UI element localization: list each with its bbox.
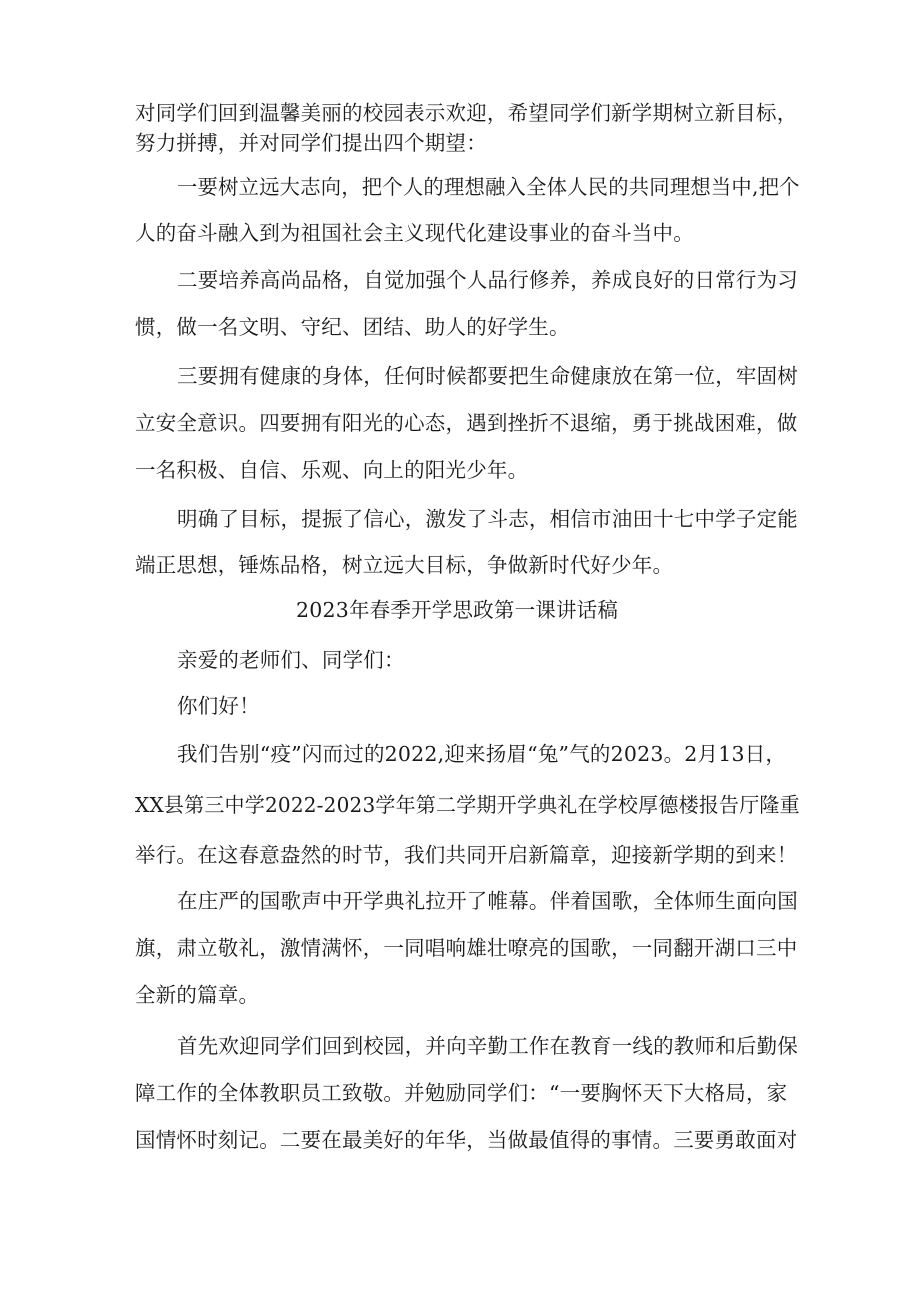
intro-line-2: 努力拼搏，并对同学们提出四个期望： (135, 131, 487, 155)
expectation-2-line-2: 惯，做一名文明、守纪、团结、助人的好学生。 (135, 315, 570, 339)
greeting: 你们好！ (177, 694, 260, 718)
expectation-2-line-1: 二要培养高尚品格，自觉加强个人品行修养，养成良好的日常行为习 (177, 268, 798, 292)
expectation-3-line-3: 一名积极、自信、乐观、向上的阳光少年。 (135, 458, 529, 482)
expectation-1-line-2: 人的奋斗融入到为祖国社会主义现代化建设事业的奋斗当中。 (135, 221, 694, 245)
paragraph-1-line-3: 举行。在这春意盎然的时节，我们共同开启新篇章，迎接新学期的到来！ (135, 843, 798, 867)
paragraph-3-line-1: 首先欢迎同学们回到校园，并向辛勤工作在教育一线的教师和后勤保 (177, 1034, 798, 1058)
paragraph-1-line-1: 我们告别“疫”闪而过的2022,迎来扬眉“兔”气的2023。2月13日， (177, 742, 787, 766)
paragraph-1-line-2: XX县第三中学2022-2023学年第二学期开学典礼在学校厚德楼报告厅隆重 (135, 793, 800, 817)
salutation: 亲爱的老师们、同学们： (177, 648, 405, 672)
expectation-3-line-2: 立安全意识。四要拥有阳光的心态，遇到挫折不退缩，勇于挑战困难，做 (135, 411, 798, 435)
paragraph-3-line-2: 障工作的全体教职员工致敬。并勉励同学们：“一要胸怀天下大格局，家 (135, 1081, 788, 1105)
paragraph-2-line-2: 旗，肃立敬礼，激情满怀，一同唱响雄壮嘹亮的国歌，一同翻开湖口三中 (135, 936, 798, 960)
conclusion-line-1: 明确了目标，提振了信心，激发了斗志，相信市油田十七中学子定能 (177, 507, 798, 531)
expectation-3-line-1: 三要拥有健康的身体，任何时候都要把生命健康放在第一位，牢固树 (177, 364, 798, 388)
intro-line-1: 对同学们回到温馨美丽的校园表示欢迎，希望同学们新学期树立新目标， (135, 101, 798, 125)
expectation-1-line-1: 一要树立远大志向，把个人的理想融入全体人民的共同理想当中,把个 (177, 175, 800, 199)
paragraph-3-line-3: 国情怀时刻记。二要在最美好的年华，当做最值得的事情。三要勇敢面对 (135, 1128, 798, 1152)
speech-title: 2023年春季开学思政第一课讲话稿 (296, 598, 619, 622)
paragraph-2-line-3: 全新的篇章。 (135, 983, 260, 1007)
paragraph-2-line-1: 在庄严的国歌声中开学典礼拉开了帷幕。伴着国歌，全体师生面向国 (177, 889, 798, 913)
conclusion-line-2: 端正思想，锤炼品格，树立远大目标，争做新时代好少年。 (135, 553, 674, 577)
